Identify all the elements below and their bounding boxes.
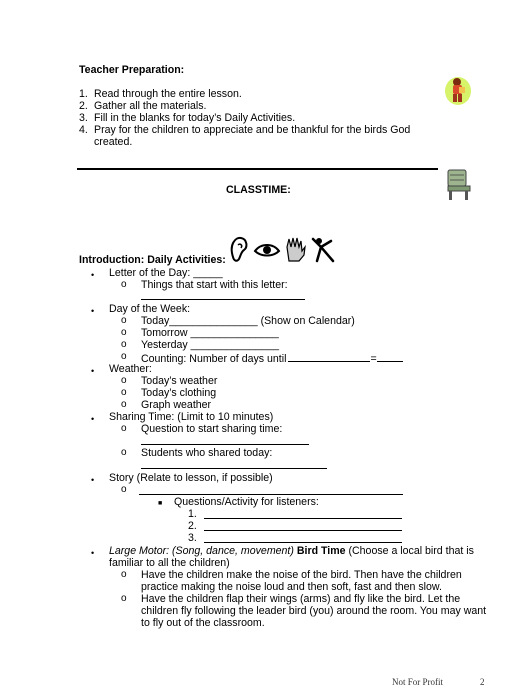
circle-bullet-icon: o (121, 315, 127, 326)
flap-line-1: Have the children flap their wings (arms) and fly like the bird. Let the (141, 593, 461, 605)
q-num-2: 2. (188, 520, 197, 532)
bullet-icon: • (91, 306, 95, 316)
counting-text: Counting: Number of days until (141, 353, 287, 365)
circle-bullet-icon: o (121, 279, 127, 290)
todays-weather: Today’s weather (141, 375, 218, 387)
prep-text: Fill in the blanks for today’s Daily Activities. (94, 112, 296, 124)
flap-line-3: to fly out of the classroom. (141, 617, 265, 629)
who-shared: Students who shared today: (141, 447, 273, 459)
hand-icon (287, 238, 305, 261)
circle-bullet-icon: o (121, 399, 127, 410)
section-divider (77, 168, 438, 170)
prep-num: 2. (79, 100, 88, 112)
circle-bullet-icon: o (121, 484, 127, 495)
blank-line (141, 444, 309, 445)
counting-eq: = (370, 353, 377, 365)
person-stretching-icon (313, 238, 333, 261)
day-of-week: Day of the Week: (109, 303, 191, 315)
blank-line (377, 351, 403, 362)
bullet-icon: • (91, 548, 95, 558)
sharing-time: Sharing Time: (Limit to 10 minutes) (109, 411, 274, 423)
blank-line (139, 494, 403, 495)
footer-text: Not For Profit (392, 677, 444, 687)
circle-bullet-icon: o (121, 593, 127, 604)
prep-item-4-cont: created. (94, 136, 133, 148)
square-bullet-icon: ■ (158, 500, 163, 507)
circle-bullet-icon: o (121, 569, 127, 580)
eye-icon (255, 245, 279, 256)
prep-num: 4. (79, 124, 88, 136)
things-start: Things that start with this letter: (141, 279, 288, 291)
noise-line-2: practice making the noise loud and then soft, fast and then slow. (141, 581, 442, 593)
blank-line (204, 542, 402, 543)
noise-line-1: Have the children make the noise of the bird. Then have the children (141, 569, 462, 581)
bird-time-label: Bird Time (296, 545, 346, 557)
large-motor-line2: familiar to all the children) (109, 557, 230, 569)
teacher-icon (444, 74, 472, 106)
blank-line (288, 351, 370, 362)
weather: Weather: (109, 363, 152, 375)
ear-icon (232, 238, 247, 261)
tomorrow-line: Tomorrow _______________ (141, 327, 279, 339)
blank-line (204, 530, 402, 531)
bullet-icon: • (91, 366, 95, 376)
yesterday-line: Yesterday _______________ (141, 339, 280, 351)
graph-weather: Graph weather (141, 399, 212, 411)
circle-bullet-icon: o (121, 339, 127, 350)
prep-text: Read through the entire lesson. (94, 88, 242, 100)
circle-bullet-icon: o (121, 327, 127, 338)
teacher-prep-heading: Teacher Preparation: (79, 64, 185, 76)
blank-line (141, 299, 305, 300)
classtime-heading: CLASSTIME: (226, 184, 291, 196)
q-num-3: 3. (188, 532, 197, 544)
prep-text: Gather all the materials. (94, 100, 207, 112)
counting-line (141, 351, 403, 365)
senses-icons (229, 235, 349, 263)
blank-line (204, 518, 402, 519)
bullet-icon: • (91, 475, 95, 485)
story: Story (Relate to lesson, if possible) (109, 472, 273, 484)
blank-line (141, 468, 327, 469)
q-num-1: 1. (188, 508, 197, 520)
letter-of-day: Letter of the Day: _____ (109, 267, 223, 279)
circle-bullet-icon: o (121, 375, 127, 386)
questions-listeners: Questions/Activity for listeners: (174, 496, 319, 508)
flap-line-2: children fly following the leader bird (you) around the room. You may want (141, 605, 487, 617)
prep-text: Pray for the children to appreciate and be thankful for the birds God (94, 124, 411, 136)
prep-num: 1. (79, 88, 88, 100)
large-motor-label: Large Motor: (Song, dance, movement) (109, 545, 294, 557)
todays-clothing: Today’s clothing (141, 387, 217, 399)
bullet-icon: • (91, 270, 95, 280)
page-number: 2 (480, 677, 485, 687)
question-start: Question to start sharing time: (141, 423, 283, 435)
prep-num: 3. (79, 112, 88, 124)
chair-icon (444, 168, 474, 202)
bullet-icon: • (91, 414, 95, 424)
large-motor-rest: (Choose a local bird that is (348, 545, 474, 557)
circle-bullet-icon: o (121, 387, 127, 398)
circle-bullet-icon: o (121, 447, 127, 458)
circle-bullet-icon: o (121, 351, 127, 362)
today-line: Today_______________ (Show on Calendar) (141, 315, 355, 327)
intro-heading: Introduction: Daily Activities: (79, 254, 226, 266)
circle-bullet-icon: o (121, 423, 127, 434)
large-motor-line (109, 545, 474, 557)
